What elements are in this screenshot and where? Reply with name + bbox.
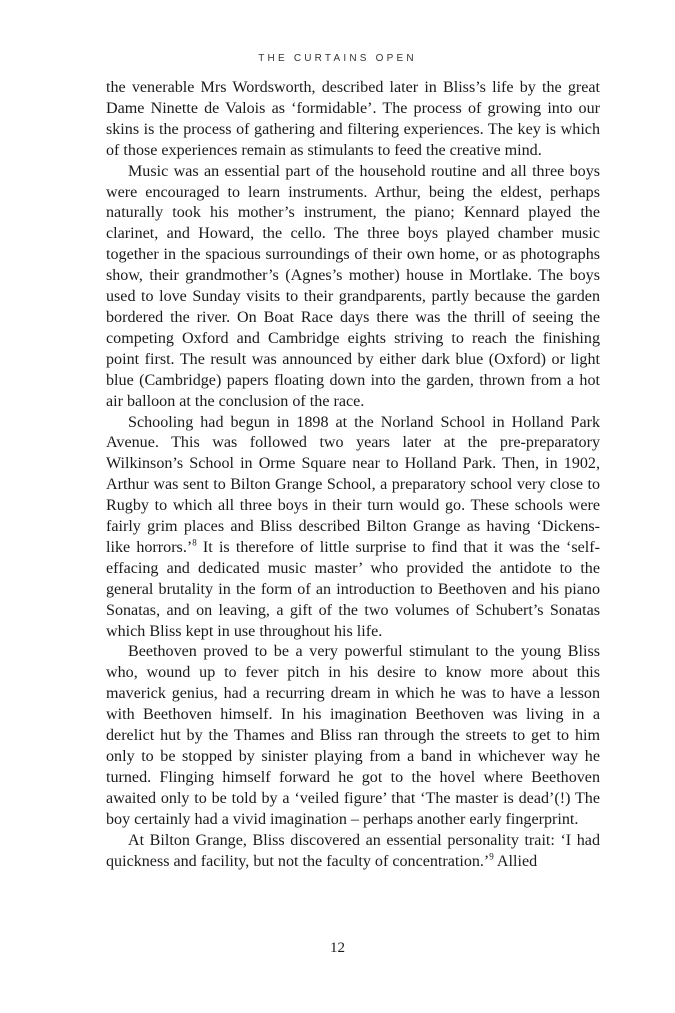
body-text (106, 78, 600, 872)
paragraph-bilton-grange (106, 831, 600, 873)
running-head: THE CURTAINS OPEN (258, 53, 417, 64)
paragraph-text: Schooling had begun in 1898 at the Norland School in Holland Park Avenue. This was followed two years later at the pre-preparatory Wilkinson’s School in Orme Square near to Holland Park. Then, in 1902, Arthur was sent to Bilton Grange School, a preparatory school very close to Rugby to which all three boys in their turn would go. These schools were fairly grim places and Bliss described Bilton Grange as having ‘Dickens-like horrors.’ (106, 413, 600, 556)
paragraph-text: Allied (493, 852, 538, 870)
page-number: 12 (330, 940, 345, 956)
paragraph-text: It is therefore of little surprise to find that it was the ‘self-effacing and dedicated music master’ who provided the antidote to the general brutality in the form of an introduction to Beethoven and his piano Sonatas, and on leaving, a gift of the two volumes of Schubert’s Sonatas which Bliss kept in use throughout his life. (106, 538, 600, 640)
footnote-marker[interactable]: 8 (192, 537, 197, 548)
paragraph-continued: the venerable Mrs Wordsworth, described later in Bliss’s life by the great Dame Ninette de Valois as ‘formidable’. The process of growing into our skins is the process of gathering and filtering experiences. The key is which of those experiences remain as stimulants to feed the creative mind. (106, 79, 600, 159)
footnote-marker[interactable]: 9 (489, 851, 494, 862)
paragraph-schooling (106, 413, 600, 643)
paragraph-music: Music was an essential part of the household routine and all three boys were encouraged to learn instruments. Arthur, being the eldest, perhaps naturally took his mother’s instrument, the piano; Kennard played the clarinet, and Howard, the cello. The three boys played chamber music together in the spacious surroundings of their own home, or as photographs show, their grandmother’s (Agnes’s mother) house in Mortlake. The boys used to love Sunday visits to their grandparents, partly because the garden bordered the river. On Boat Race days there was the thrill of seeing the competing Oxford and Cambridge eights striving to reach the finishing point first. The result was announced by either dark blue (Oxford) or light blue (Cambridge) papers floating down into the garden, thrown from a hot air balloon at the conclusion of the race. (106, 162, 600, 410)
paragraph-text: At Bilton Grange, Bliss discovered an essential personality trait: ‘I had quickness and facility, but not the faculty of concentration.’ (106, 831, 600, 870)
paragraph-beethoven: Beethoven proved to be a very powerful stimulant to the young Bliss who, wound up to fever pitch in his desire to know more about this maverick genius, had a recurring dream in which he was to have a lesson with Beethoven himself. In his imagination Beethoven was living in a derelict hut by the Thames and Bliss ran through the streets to get to him only to be stopped by sinister playing from a band in whichever way he turned. Flinging himself forward he got to the hovel where Beethoven awaited only to be told by a ‘veiled figure’ that ‘The master is dead’(!) The boy certainly had a vivid imagination – perhaps another early fingerprint. (106, 643, 600, 828)
